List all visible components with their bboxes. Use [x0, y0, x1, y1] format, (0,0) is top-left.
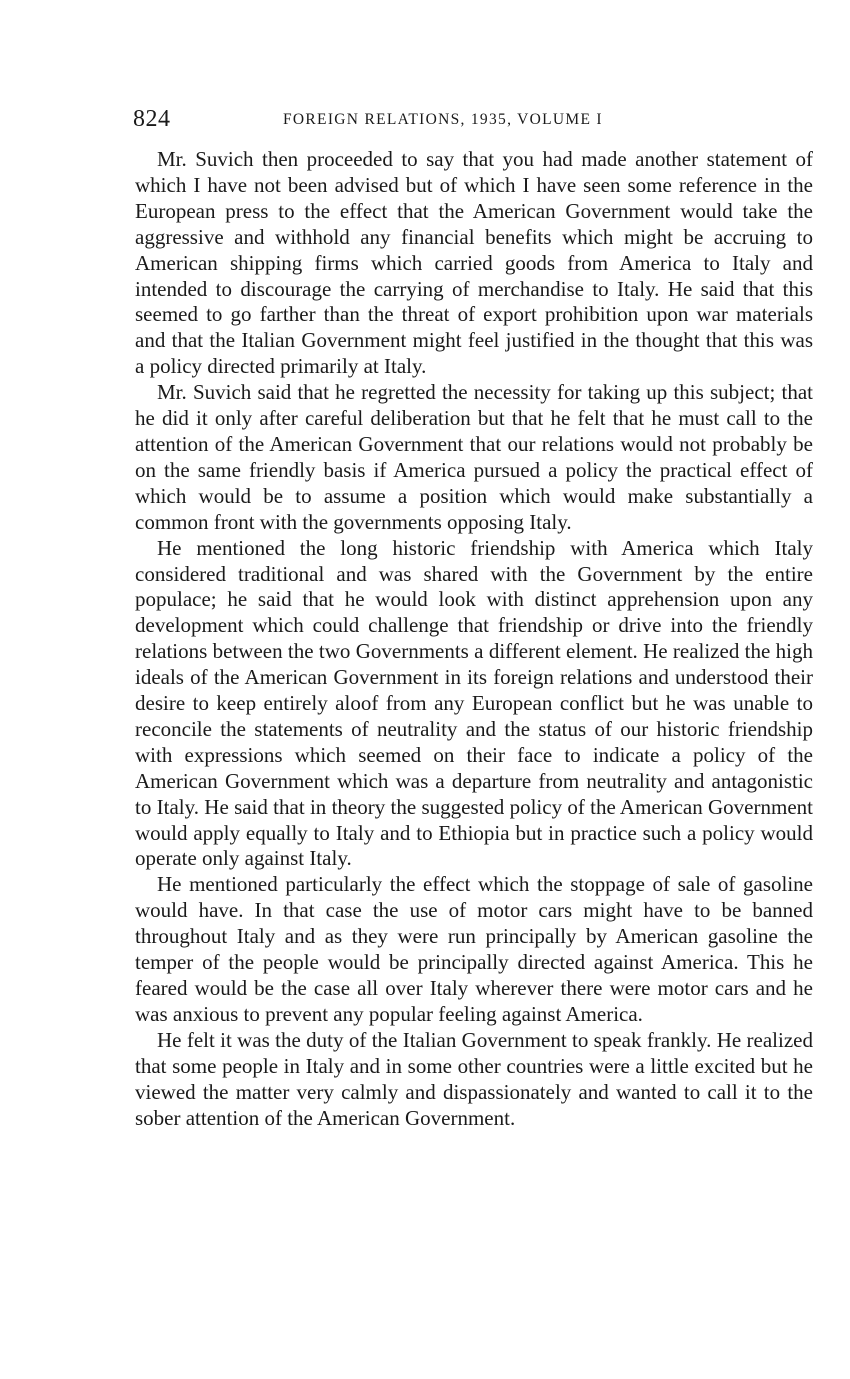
page-number: 824 — [133, 106, 171, 132]
paragraph-4: He mentioned particularly the effect which the stoppage of sale of gasoline would have. In that case the use of motor cars might have to be banned throughout Italy and as they were run principally by American gasoline the temper of the people would be principally directed against America. This he feared would be the case all over Italy wherever there were motor cars and he was anxious to prevent any popular feeling against America. — [135, 872, 813, 1026]
paragraph-2: Mr. Suvich said that he regretted the necessity for taking up this subject; that he did it only after careful deliberation but that he felt that he must call to the attention of the American Government that our relations would not probably be on the same friendly basis if America pursued a policy the practical effect of which would be to assume a position which would make substantially a common front with the governments opposing Italy. — [135, 380, 813, 534]
body-text — [135, 147, 813, 1131]
paragraph-1: Mr. Suvich then proceeded to say that you had made another statement of which I have not been advised but of which I have seen some reference in the European press to the effect that the American Government would take the aggressive and withhold any financial benefits which might be accruing to American shipping firms which carried goods from America to Italy and intended to discourage the carrying of merchandise to Italy. He said that this seemed to go farther than the threat of export prohibition upon war materials and that the Italian Government might feel justified in the thought that this was a policy directed primarily at Italy. — [135, 147, 813, 379]
running-head: FOREIGN RELATIONS, 1935, VOLUME I — [283, 111, 603, 128]
paragraph-3: He mentioned the long historic friendship with America which Italy considered traditional and was shared with the Government by the entire populace; he said that he would look with distinct apprehension upon any development which could challenge that friendship or drive into the friendly relations between the two Governments a different element. He realized the high ideals of the American Government in its foreign relations and understood their desire to keep entirely aloof from any European conflict but he was unable to reconcile the statements of neutrality and the status of our historic friendship with expressions which seemed on their face to indicate a policy of the American Government which was a departure from neutrality and antagonistic to Italy. He said that in theory the suggested policy of the American Government would apply equally to Italy and to Ethiopia but in practice such a policy would operate only against Italy. — [135, 535, 813, 871]
paragraph-5: He felt it was the duty of the Italian Government to speak frankly. He realized that some people in Italy and in some other countries were a little excited but he viewed the matter very calmly and dispassionately and wanted to call it to the sober attention of the American Government. — [135, 1027, 813, 1130]
page-header — [133, 102, 813, 136]
